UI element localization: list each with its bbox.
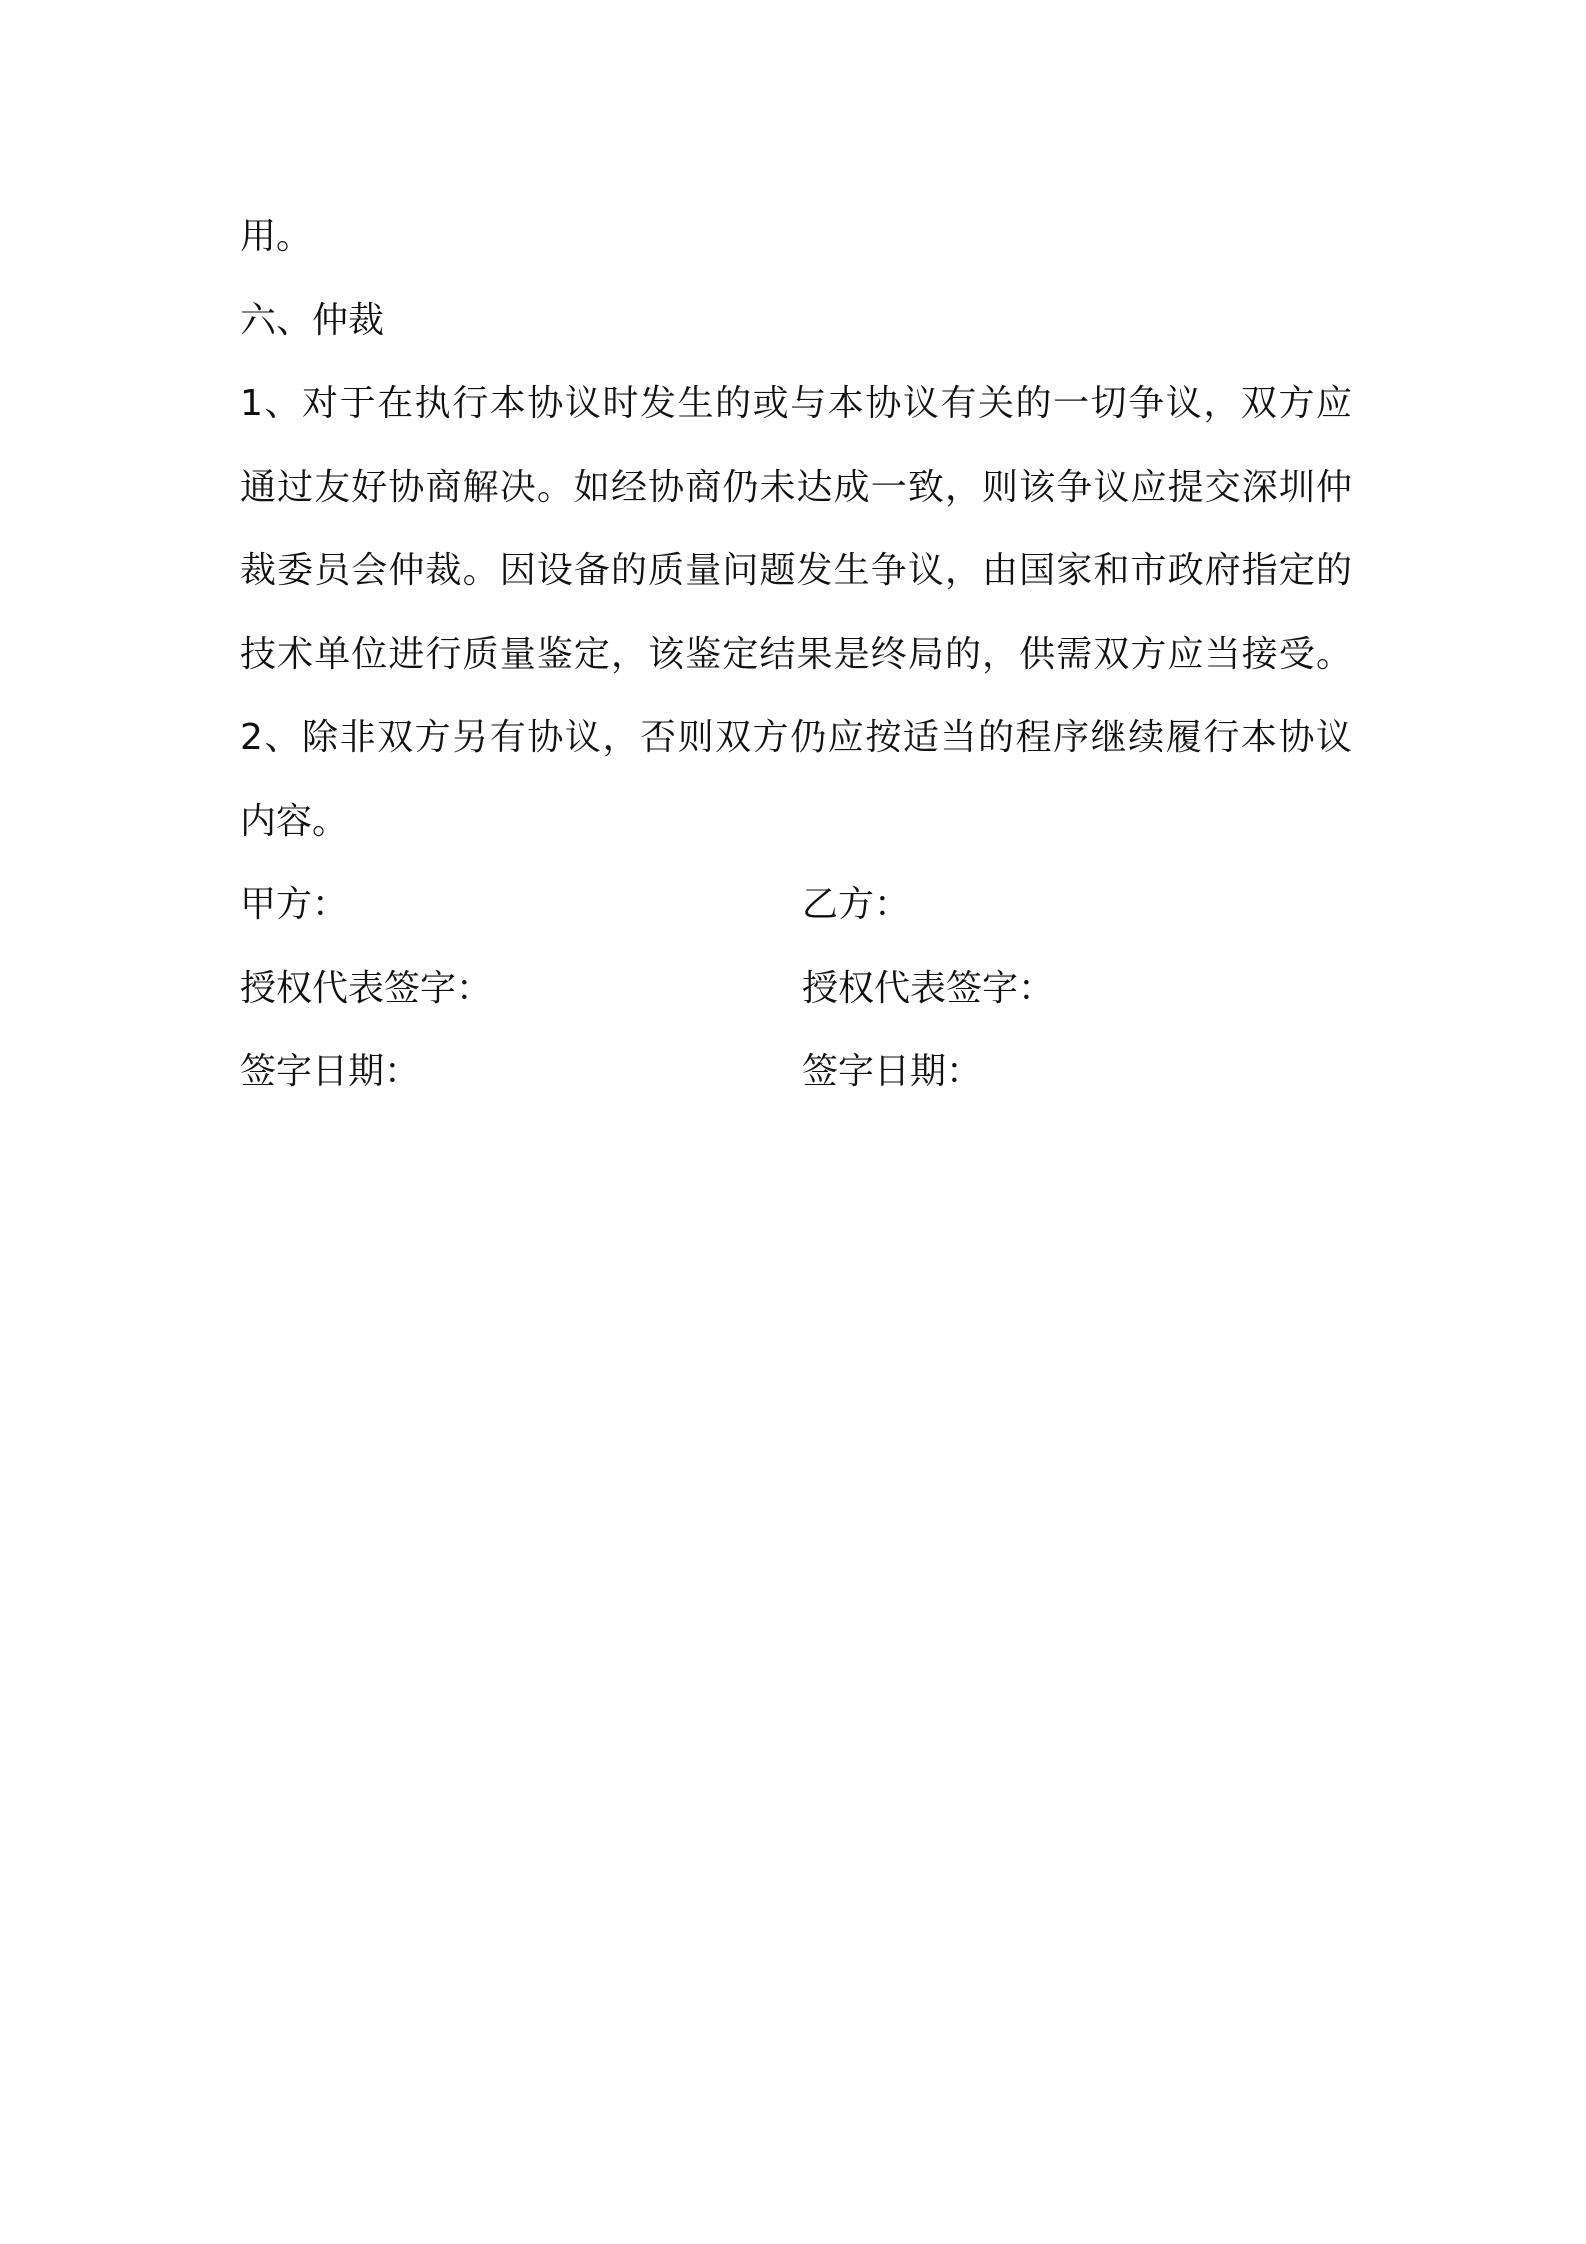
clause-1-line: 通过友好协商解决。如经协商仍未达成一致，则该争议应提交深圳仲 (240, 466, 1352, 508)
party-row (240, 863, 1352, 947)
party-a-date-label: 签字日期： (240, 1051, 421, 1092)
clause-2-line: 2、除非双方另有协议，否则双方仍应按适当的程序继续履行本协议 (240, 717, 1352, 758)
party-b-representative-label: 授权代表签字： (802, 967, 1055, 1009)
section-heading: 六、仲裁 (240, 299, 385, 341)
representative-row (240, 947, 1352, 1031)
party-a-representative-label: 授权代表签字： (240, 967, 493, 1009)
document-body (240, 195, 1352, 863)
clause-1-line: 技术单位进行质量鉴定，该鉴定结果是终局的，供需双方应当接受。 (240, 633, 1352, 675)
continuation-text: 用。 (240, 216, 313, 257)
clause-1-line: 1、对于在执行本协议时发生的或与本协议有关的一切争议，双方应 (240, 383, 1352, 424)
party-b-label: 乙方： (802, 884, 911, 925)
date-row (240, 1030, 1352, 1114)
party-b-date-label: 签字日期： (802, 1051, 983, 1092)
clause-1-line: 裁委员会仲裁。因设备的质量问题发生争议，由国家和市政府指定的 (240, 550, 1352, 591)
signature-block (240, 863, 1352, 1114)
clause-2-line: 内容。 (240, 800, 349, 842)
party-a-label: 甲方： (240, 884, 349, 925)
